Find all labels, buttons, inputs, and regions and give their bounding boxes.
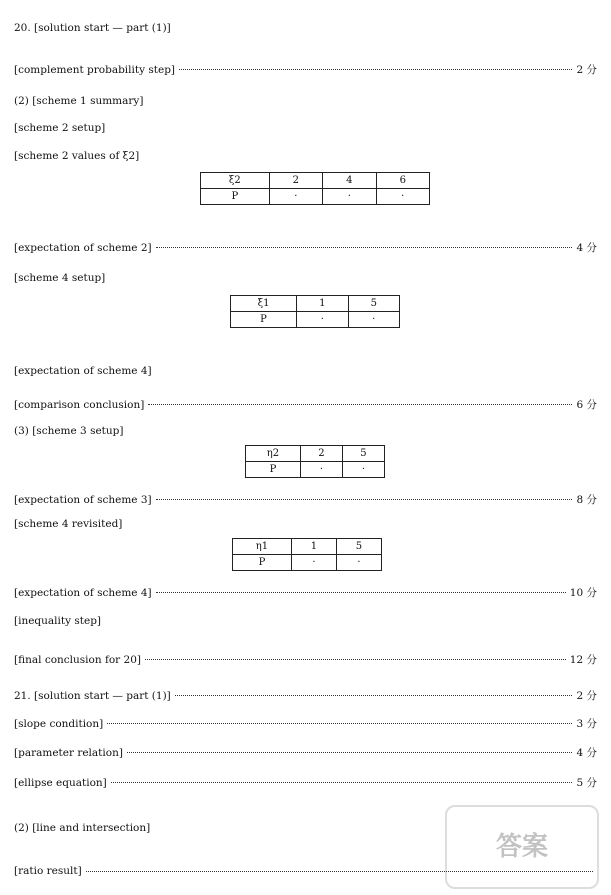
text-line: [comparison conclusion] 6 分 bbox=[14, 398, 597, 411]
text-line: [final conclusion for 20] 12 分 bbox=[14, 653, 597, 666]
text-line: [inequality step] bbox=[14, 615, 102, 627]
text-line: [slope condition] 3 分 bbox=[14, 717, 597, 730]
text-line: [scheme 4 revisited] bbox=[14, 518, 123, 530]
distribution-table: η1 1 5 P · · bbox=[232, 538, 382, 571]
text-line: [expectation of scheme 3] 8 分 bbox=[14, 493, 597, 506]
watermark-logo: 答案 bbox=[445, 805, 599, 889]
score-mark: 8 分 bbox=[576, 494, 597, 506]
text-line: [expectation of scheme 4] 10 分 bbox=[14, 586, 597, 599]
text-line: 21. [solution start — part (1)] 2 分 bbox=[14, 689, 597, 702]
text-line: [ellipse equation] 5 分 bbox=[14, 776, 597, 789]
score-mark: 2 分 bbox=[576, 64, 597, 76]
score-mark: 4 分 bbox=[576, 242, 597, 254]
text-line: [expectation of scheme 2] 4 分 bbox=[14, 241, 597, 254]
text-line: [parameter relation] 4 分 bbox=[14, 746, 597, 759]
text-line: [expectation of scheme 4] bbox=[14, 365, 152, 377]
score-mark: 10 分 bbox=[569, 587, 597, 599]
score-mark: 6 分 bbox=[576, 399, 597, 411]
text-line: [scheme 2 values of ξ2] bbox=[14, 150, 140, 162]
text-line: 20. [solution start — part (1)] bbox=[14, 22, 171, 34]
distribution-table: ξ1 1 5 P · · bbox=[230, 295, 400, 328]
text-line: (2) [scheme 1 summary] bbox=[14, 95, 144, 107]
distribution-table: η2 2 5 P · · bbox=[245, 445, 385, 478]
score-mark: 4 分 bbox=[576, 747, 597, 759]
text-line: [scheme 2 setup] bbox=[14, 122, 106, 134]
text-line: [scheme 4 setup] bbox=[14, 272, 106, 284]
score-mark: 5 分 bbox=[576, 777, 597, 789]
score-mark: 2 分 bbox=[576, 690, 597, 702]
text-line: (2) [line and intersection] bbox=[14, 822, 151, 834]
text-line: [ratio result] bbox=[14, 865, 597, 877]
text-line: (3) [scheme 3 setup] bbox=[14, 425, 124, 437]
distribution-table: ξ2 2 4 6 P · · · bbox=[200, 172, 430, 205]
text-line: [complement probability step] 2 分 bbox=[14, 63, 597, 76]
score-mark: 3 分 bbox=[576, 718, 597, 730]
score-mark: 12 分 bbox=[569, 654, 597, 666]
